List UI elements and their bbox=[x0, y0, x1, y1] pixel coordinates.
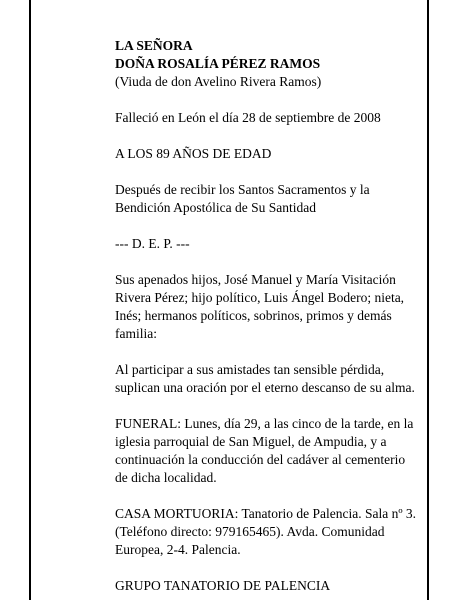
sacraments-notice: Después de recibir los Santos Sacramentos y la Bendición Apostólica de Su Santidad bbox=[115, 182, 370, 215]
obituary-text bbox=[115, 37, 420, 595]
family-notice: Sus apenados hijos, José Manuel y María Visitación Rivera Pérez; hijo político, Luis Ángel Bodero; nieta, Inés; hermanos políticos, sobrinos, primos y demás familia: bbox=[115, 272, 405, 341]
title-line: LA SEÑORA bbox=[115, 38, 193, 53]
widow-note: (Viuda de don Avelino Rivera Ramos) bbox=[115, 74, 322, 89]
death-notice: Falleció en León el día 28 de septiembre de 2008 bbox=[115, 110, 381, 125]
deceased-name: DOÑA ROSALÍA PÉREZ RAMOS bbox=[115, 56, 321, 71]
footer-signature: GRUPO TANATORIO DE PALENCIA bbox=[115, 578, 331, 593]
header-block bbox=[115, 37, 420, 91]
funeral-notice: FUNERAL: Lunes, día 29, a las cinco de la tarde, en la iglesia parroquial de San Miguel, de Ampudia, y a continuación la conducción del cadáver al cementerio de dicha localidad. bbox=[115, 416, 414, 485]
prayer-notice: Al participar a sus amistades tan sensible pérdida, suplican una oración por el eterno descanso de su alma. bbox=[115, 362, 415, 395]
mortuary-notice: CASA MORTUORIA: Tanatorio de Palencia. Sala nº 3. (Teléfono directo: 979165465). Avda. Comunidad Europea, 2-4. Palencia. bbox=[115, 506, 417, 557]
age-notice: A LOS 89 AÑOS DE EDAD bbox=[115, 146, 272, 161]
dep-notice: --- D. E. P. --- bbox=[115, 236, 190, 251]
left-border-rule bbox=[29, 0, 31, 600]
right-border-rule bbox=[427, 0, 429, 600]
